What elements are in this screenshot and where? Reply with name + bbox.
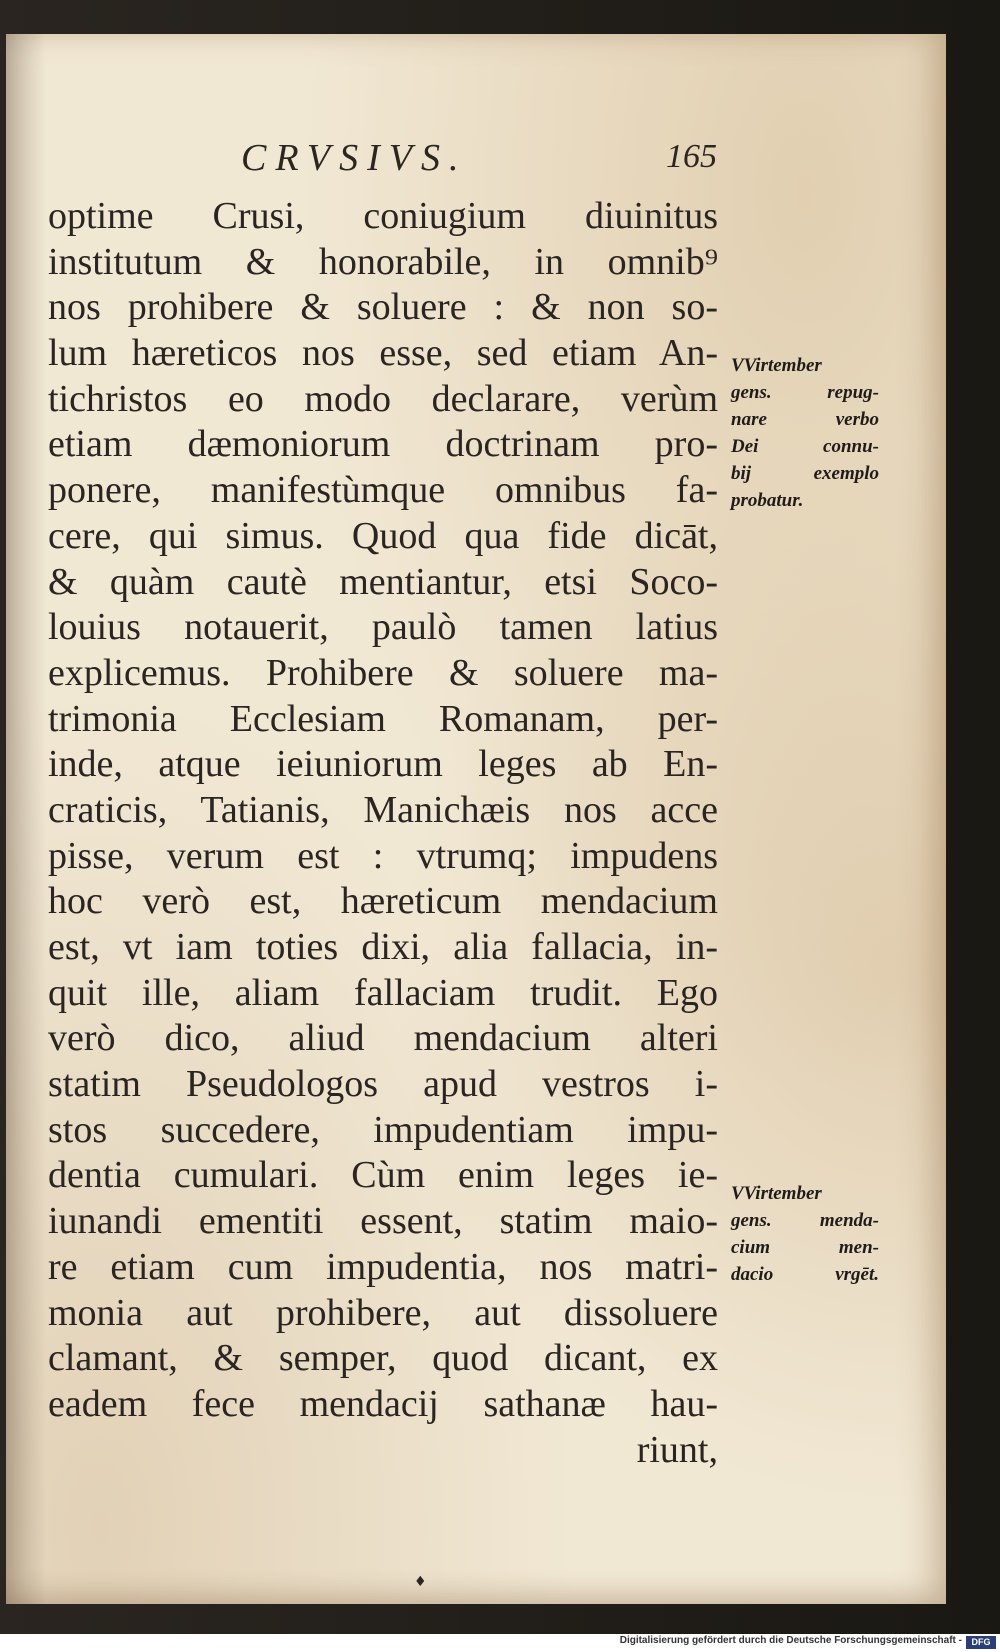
text-line: trimonia Ecclesiam Romanam, per- [48, 697, 718, 740]
text-line: etiam dæmoniorum doctrinam pro- [48, 423, 718, 466]
margin-note-2 [731, 1180, 879, 1288]
dfg-credit-text: Digitalisierung gefördert durch die Deutsche Forschungsgemeinschaft - [619, 1635, 962, 1646]
margin-note-line: probatur. [731, 490, 804, 511]
margin-note-line: nare verbo [731, 409, 879, 430]
text-line: nos prohibere & soluere : & non so- [48, 286, 718, 329]
text-line: verò dico, aliud mendacium alteri [48, 1017, 718, 1060]
text-line: institutum & honorabile, in omnib⁹ [48, 240, 718, 283]
text-line: & quàm cautè mentiantur, etsi Soco- [48, 560, 718, 603]
margin-note-line: dacio vrgēt. [731, 1264, 879, 1285]
text-line: est, vt iam toties dixi, alia fallacia, in- [48, 926, 718, 968]
text-line: iunandi ementiti essent, statim maio- [48, 1200, 718, 1243]
text-line: monia aut prohibere, aut dissoluere [48, 1291, 718, 1334]
text-line: inde, atque ieiuniorum leges ab En- [48, 743, 718, 786]
text-line: tichristos eo modo declarare, verùm [48, 377, 718, 420]
text-line: quit ille, aliam fallaciam trudit. Ego [48, 971, 718, 1014]
text-line: louius notauerit, paulò tamen latius [48, 606, 718, 649]
margin-note-line: gens. repug- [731, 382, 879, 403]
margin-note-line: VVirtember [731, 1183, 822, 1204]
margin-note-1 [731, 352, 879, 514]
catchword-line: riunt, [636, 1428, 718, 1471]
spine-shadow [6, 34, 46, 1604]
text-line: optime Crusi, coniugium diuinitus [48, 195, 718, 237]
text-line: ponere, manifestùmque omnibus fa- [48, 469, 718, 512]
body-text [48, 194, 718, 1473]
text-line: stos succedere, impudentiam impu- [48, 1108, 718, 1151]
book-page [6, 34, 946, 1604]
text-line: cere, qui simus. Quod qua fide dicāt, [48, 514, 718, 557]
text-line: hoc verò est, hæreticum mendacium [48, 880, 718, 923]
page-number: 165 [666, 138, 717, 175]
dfg-logo: DFG [966, 1636, 996, 1649]
page-header [6, 136, 946, 186]
margin-note-line: VVirtember [731, 355, 822, 376]
text-line: pisse, verum est : vtrumq; impudens [48, 834, 718, 877]
text-line: re etiam cum impudentia, nos matri- [48, 1245, 718, 1288]
margin-note-line: cium men- [731, 1237, 879, 1258]
margin-note-line: gens. menda- [731, 1210, 879, 1231]
text-line: eadem fece mendacij sathanæ hau- [48, 1382, 718, 1425]
text-line: statim Pseudologos apud vestros i- [48, 1063, 718, 1106]
running-title: CRVSIVS. [241, 137, 468, 179]
ornament-mark: ♦ [414, 1574, 427, 1590]
text-line: lum hæreticos nos esse, sed etiam An- [48, 332, 718, 375]
text-line: dentia cumulari. Cùm enim leges ie- [48, 1154, 718, 1197]
dfg-credit-bar [0, 1634, 1000, 1652]
text-line: craticis, Tatianis, Manichæis nos acce [48, 788, 718, 831]
margin-note-line: bij exemplo [731, 463, 879, 484]
text-line: clamant, & semper, quod dicant, ex [48, 1337, 718, 1380]
margin-note-line: Dei connu- [731, 436, 879, 457]
text-line: explicemus. Prohibere & soluere ma- [48, 651, 718, 694]
